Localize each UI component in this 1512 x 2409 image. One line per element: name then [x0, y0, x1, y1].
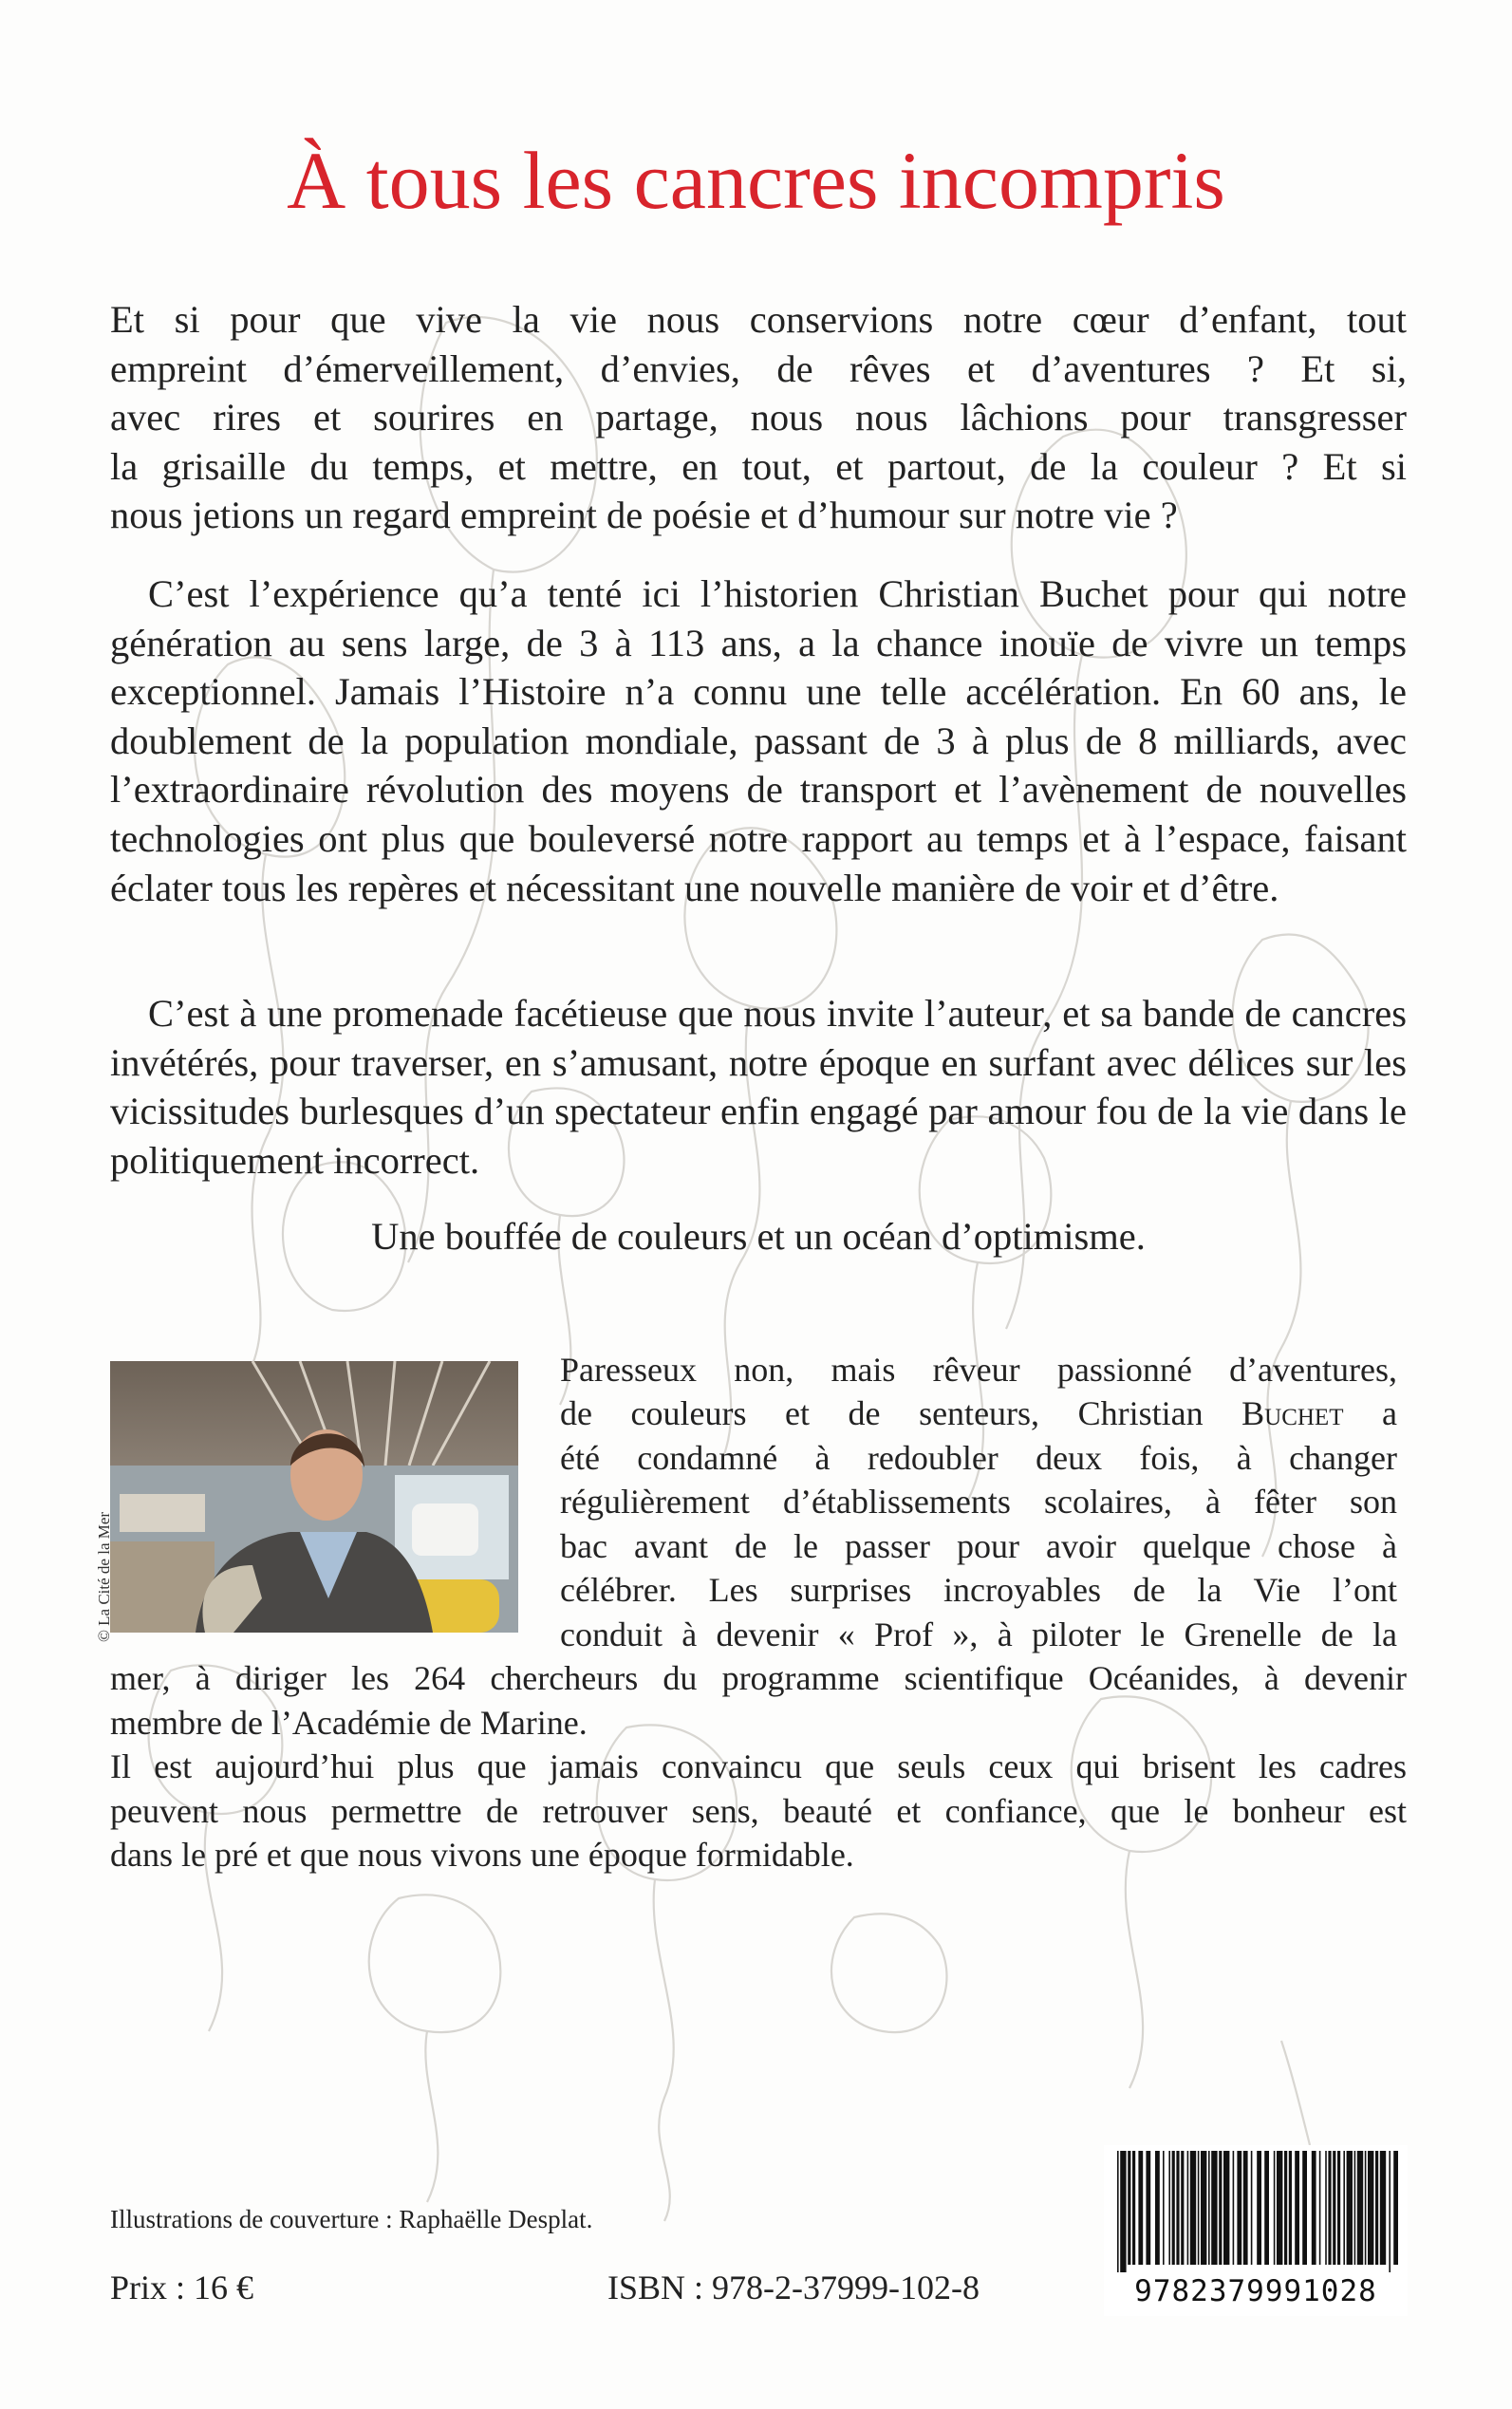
bio-line: été condamné à redoubler deux fois, à changer	[560, 1439, 1397, 1477]
barcode-digits: 9782379991028	[1134, 2274, 1377, 2308]
intro-line: empreint d’émerveillement, d’envies, de rêves et d’aventures ? Et si,	[110, 346, 1407, 390]
bio-line: régulièrement d’établissements scolaires, à fêter son	[560, 1483, 1397, 1521]
isbn: ISBN : 978-2-37999-102-8	[607, 2269, 980, 2306]
price: Prix : 16 €	[110, 2269, 254, 2306]
barcode	[1104, 2145, 1408, 2316]
bio-text: a	[1343, 1394, 1397, 1432]
bio-line: dans le pré et que nous vivons une époque formidable.	[110, 1836, 854, 1874]
bio-text: de couleurs et de senteurs, Christian	[560, 1394, 1242, 1432]
bio-line: bac avant de le passer pour avoir quelque chose à	[560, 1527, 1397, 1565]
intro-paragraph	[110, 295, 1407, 540]
barcode-bars	[1113, 2151, 1398, 2272]
author-photo	[110, 1361, 518, 1633]
illustration-credit: Illustrations de couverture : Raphaëlle Desplat.	[110, 2205, 593, 2233]
book-title: À tous les cancres incompris	[287, 135, 1225, 226]
bio-line: membre de l’Académie de Marine.	[110, 1704, 588, 1742]
intro-line: avec rires et sourires en partage, nous nous lâchions pour transgresser	[110, 396, 1407, 439]
bio-line: célébrer. Les surprises incroyables de la Vie l’ont	[560, 1571, 1397, 1609]
intro-line: nous jetions un regard empreint de poésie et d’humour sur notre vie ?	[110, 494, 1178, 537]
intro-line: la grisaille du temps, et mettre, en tout, et partout, de la couleur ? Et si	[110, 444, 1407, 488]
bio-line: Paresseux non, mais rêveur passionné d’aventures,	[560, 1351, 1397, 1389]
tagline: Une bouffée de couleurs et un océan d’optimisme.	[371, 1215, 1146, 1258]
bio-line: Il est aujourd’hui plus que jamais convaincu que seuls ceux qui brisent les cadres	[110, 1747, 1407, 1785]
summary-paragraph: C’est l’expérience qu’a tenté ici l’historien Christian Buchet pour qui notre génération au sens large, de 3 à 113 ans, a la chance inouïe de vivre un temps exceptionnel. Jamais l’Histoire n’a connu une telle accélération. En 60 ans, le doublement de la population mondiale, passant de 3 à plus de 8 milliards, avec l’extraordinaire révolution des moyens de transport et l’avènement de nouvelles technologies ont plus que bouleversé notre rapport au temps et à l’espace, faisant éclater tous les repères et nécessitant une nouvelle manière de voir et d’être.	[110, 572, 1407, 909]
author-name: Buchet	[1241, 1394, 1344, 1432]
summary-paragraph-2: C’est à une promenade facétieuse que nous invite l’auteur, et sa bande de cancres invétérés, pour traverser, en s’amusant, notre époque en surfant avec délices sur les vicissitudes burlesques d’un spectateur enfin engagé par amour fou de la vie dans le politiquement incorrect.	[110, 992, 1407, 1182]
intro-line: Et si pour que vive la vie nous conservions notre cœur d’enfant, tout	[110, 298, 1407, 341]
bio-line: conduit à devenir « Prof », à piloter le Grenelle de la	[560, 1615, 1397, 1653]
bio-line	[560, 1391, 1397, 1436]
photo-credit: © La Cité de la Mer	[95, 1511, 113, 1642]
bio-line: mer, à diriger les 264 chercheurs du programme scientifique Océanides, à devenir	[110, 1659, 1407, 1697]
bio-line: peuvent nous permettre de retrouver sens, beauté et confiance, que le bonheur est	[110, 1792, 1407, 1830]
